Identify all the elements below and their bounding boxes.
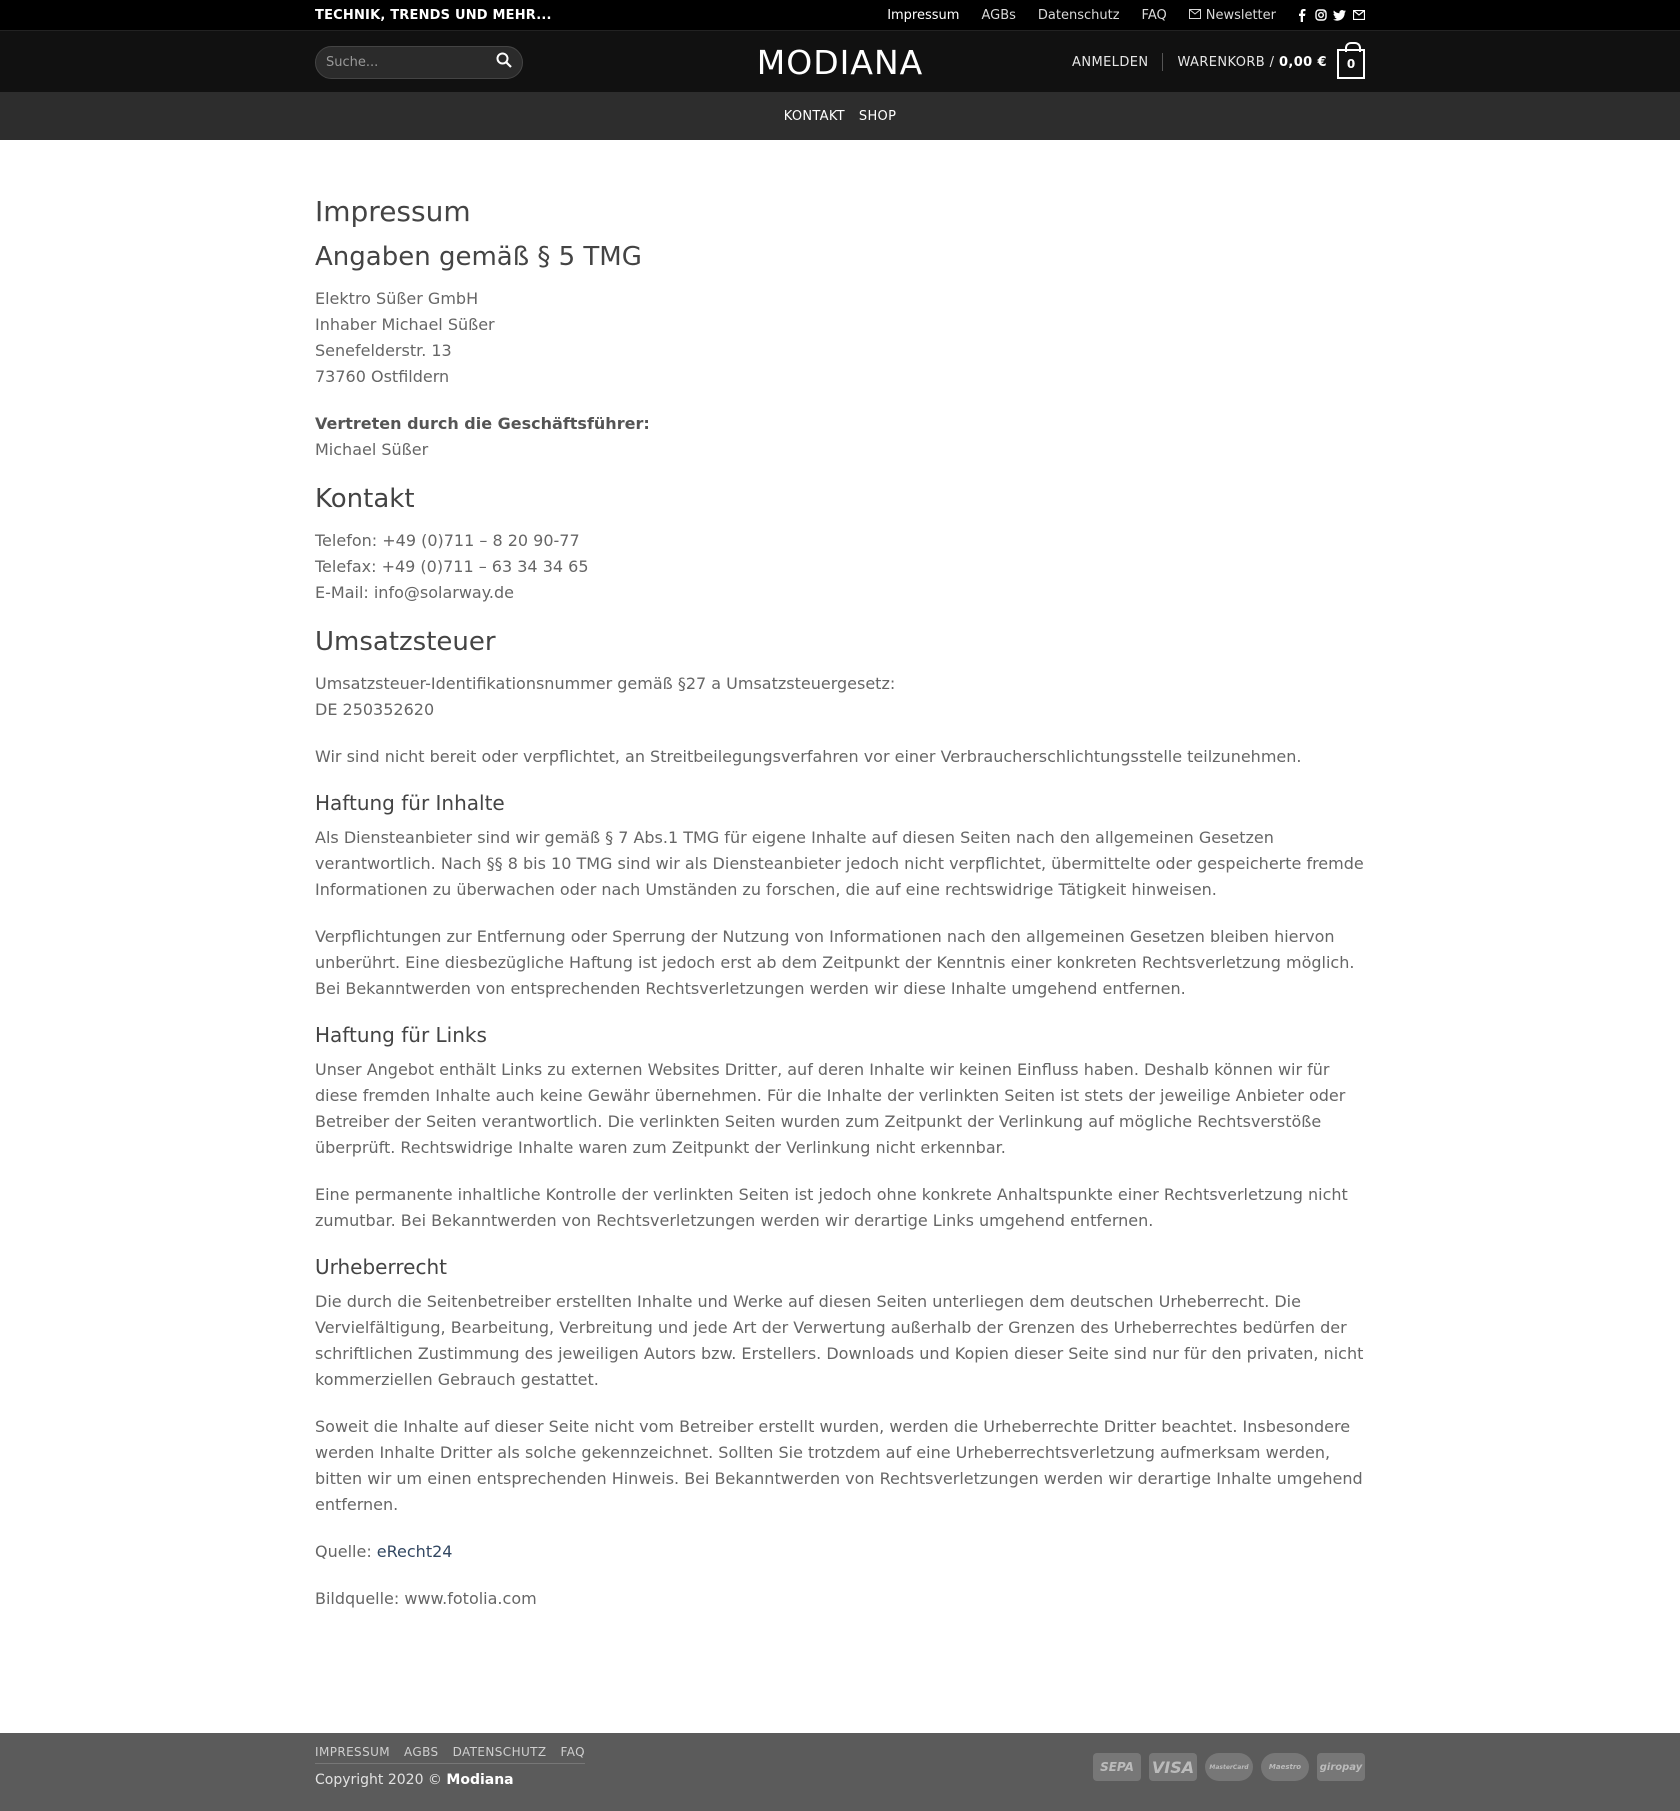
- copyright: [315, 1772, 585, 1788]
- facebook-icon[interactable]: [1295, 9, 1308, 22]
- top-link-datenschutz[interactable]: Datenschutz: [1037, 7, 1120, 23]
- address-line: Senefelderstr. 13: [315, 341, 452, 360]
- source-link[interactable]: eRecht24: [376, 1542, 453, 1561]
- copyright-text: Copyright 2020 ©: [315, 1772, 442, 1788]
- section-heading-ust: Umsatzsteuer: [315, 627, 496, 657]
- top-bar: [0, 0, 1680, 30]
- section-heading-haftung-inhalte: Haftung für Inhalte: [315, 791, 505, 815]
- contact-fax: Telefax: +49 (0)711 – 63 34 34 65: [315, 557, 589, 576]
- footer-link-impressum[interactable]: IMPRESSUM: [315, 1745, 391, 1759]
- site-logo[interactable]: MODIANA: [756, 42, 924, 82]
- contact-phone: Telefon: +49 (0)711 – 8 20 90-77: [315, 531, 580, 550]
- top-link-agbs[interactable]: AGBs: [981, 7, 1016, 23]
- paragraph: Die durch die Seitenbetreiber erstellten Inhalte und Werke auf diesen Seiten unterliegen dem deutschen Urheberrecht. Die Vervielfältigung, Bearbeitung, Verbreitung und jede Art der Verwertung außerhalb der Grenzen des Urheberrechtes bedürfen der schriftlichen Zustimmung des jeweiligen Autors bzw. Erstellers. Downloads und Kopien dieser Seite sind nur für den privaten, nicht kommerziellen Gebrauch gestattet.: [315, 1292, 1364, 1389]
- nav-kontakt[interactable]: KONTAKT: [783, 108, 845, 124]
- dispute-text: Wir sind nicht bereit oder verpflichtet, an Streitbeilegungsverfahren vor einer Verbraucherschlichtungsstelle teilzunehmen.: [315, 747, 1302, 766]
- representative-label: Vertreten durch die Geschäftsführer:: [315, 414, 650, 433]
- paragraph: Eine permanente inhaltliche Kontrolle der verlinkten Seiten ist jedoch ohne konkrete Anhaltspunkte einer Rechtsverletzung nicht zumutbar. Bei Bekanntwerden von Rechtsverletzungen werden wir derartige Links umgehend entfernen.: [315, 1185, 1348, 1230]
- site-footer: [0, 1733, 1680, 1811]
- search-icon[interactable]: [496, 52, 512, 72]
- cart-count-icon[interactable]: 0: [1337, 49, 1365, 79]
- contact-email: E-Mail: info@solarway.de: [315, 583, 514, 602]
- top-links: [876, 8, 1365, 23]
- divider: [1162, 53, 1163, 71]
- site-header: [0, 30, 1680, 92]
- section-heading-urheberrecht: Urheberrecht: [315, 1255, 447, 1279]
- footer-link-faq[interactable]: FAQ: [560, 1745, 585, 1759]
- footer-link-agbs[interactable]: AGBS: [404, 1745, 439, 1759]
- section-heading-haftung-links: Haftung für Links: [315, 1023, 487, 1047]
- search-input[interactable]: [326, 55, 496, 70]
- vat-text: Umsatzsteuer-Identifikationsnummer gemäß §27 a Umsatzsteuergesetz:: [315, 674, 896, 693]
- maestro-icon: Maestro: [1261, 1753, 1309, 1781]
- visa-icon: VISA: [1149, 1753, 1197, 1781]
- social-icons: [1287, 9, 1365, 22]
- vat-id: DE 250352620: [315, 700, 435, 719]
- paragraph: Verpflichtungen zur Entfernung oder Sperrung der Nutzung von Informationen nach den allgemeinen Gesetzen bleiben hiervon unberührt. Eine diesbezügliche Haftung ist jedoch erst ab dem Zeitpunkt der Kenntnis einer konkreten Rechtsverletzung möglich. Bei Bekanntwerden von entsprechenden Rechtsverletzungen werden wir diese Inhalte umgehend entfernen.: [315, 927, 1355, 998]
- address-line: Elektro Süßer GmbH: [315, 289, 479, 308]
- login-link[interactable]: ANMELDEN: [1072, 54, 1149, 70]
- nav-shop[interactable]: SHOP: [858, 108, 897, 124]
- paragraph: Als Diensteanbieter sind wir gemäß § 7 Abs.1 TMG für eigene Inhalte auf diesen Seiten nach den allgemeinen Gesetzen verantwortlich. Nach §§ 8 bis 10 TMG sind wir als Diensteanbieter jedoch nicht verpflichtet, übermittelte oder gespeicherte fremde Informationen zu überwachen oder nach Umständen zu forschen, die auf eine rechtswidrige Tätigkeit hinweisen.: [315, 828, 1364, 899]
- footer-link-datenschutz[interactable]: DATENSCHUTZ: [452, 1745, 547, 1759]
- envelope-icon[interactable]: [1352, 9, 1365, 22]
- vat-block: [315, 671, 1365, 723]
- section-heading-angaben: Angaben gemäß § 5 TMG: [315, 242, 642, 272]
- contact-block: [315, 528, 1365, 606]
- top-link-faq[interactable]: FAQ: [1141, 7, 1167, 23]
- top-link-impressum[interactable]: Impressum: [887, 7, 960, 23]
- search-box: [315, 46, 523, 79]
- tagline: TECHNIK, TRENDS UND MEHR...: [315, 7, 552, 23]
- cart-label: WARENKORB /: [1177, 54, 1275, 70]
- twitter-icon[interactable]: [1333, 9, 1346, 22]
- newsletter-label: Newsletter: [1205, 7, 1276, 23]
- section-heading-kontakt: Kontakt: [315, 484, 415, 514]
- cart-amount: 0,00 €: [1278, 54, 1327, 70]
- address-block: [315, 286, 1365, 390]
- image-source: Bildquelle: www.fotolia.com: [315, 1589, 537, 1608]
- footer-left: [315, 1745, 585, 1788]
- representative-name: Michael Süßer: [315, 440, 429, 459]
- payment-icons: [1093, 1753, 1365, 1781]
- address-line: 73760 Ostfildern: [315, 367, 450, 386]
- newsletter-link[interactable]: [1178, 8, 1287, 23]
- header-account: [1072, 45, 1365, 79]
- giropay-icon: giropay: [1317, 1753, 1365, 1781]
- source-label: Quelle:: [315, 1542, 372, 1561]
- address-line: Inhaber Michael Süßer: [315, 315, 495, 334]
- cart-link[interactable]: [1177, 55, 1327, 70]
- copyright-brand: Modiana: [446, 1772, 514, 1788]
- representative-block: [315, 411, 1365, 463]
- mastercard-icon: MasterCard: [1205, 1753, 1253, 1781]
- sepa-icon: SEPA: [1093, 1753, 1141, 1781]
- source-line: [315, 1539, 1365, 1565]
- paragraph: Unser Angebot enthält Links zu externen Websites Dritter, auf deren Inhalte wir keinen Einfluss haben. Deshalb können wir für diese fremden Inhalte auch keine Gewähr übernehmen. Für die Inhalte der verlinkten Seiten ist stets der jeweilige Anbieter oder Betreiber der Seiten verantwortlich. Die verlinkten Seiten wurden zum Zeitpunkt der Verlinkung auf mögliche Rechtsverstöße überprüft. Rechtswidrige Inhalte waren zum Zeitpunkt der Verlinkung nicht erkennbar.: [315, 1060, 1346, 1157]
- main-nav: [0, 92, 1680, 140]
- instagram-icon[interactable]: [1314, 9, 1327, 22]
- paragraph: Soweit die Inhalte auf dieser Seite nicht vom Betreiber erstellt wurden, werden die Urheberrechte Dritter beachtet. Insbesondere werden Inhalte Dritter als solche gekennzeichnet. Sollten Sie trotzdem auf eine Urheberrechtsverletzung aufmerksam werden, bitten wir um einen entsprechenden Hinweis. Bei Bekanntwerden von Rechtsverletzungen werden wir derartige Inhalte umgehend entfernen.: [315, 1417, 1363, 1514]
- footer-links: [315, 1745, 585, 1764]
- page-title: Impressum: [315, 195, 471, 228]
- main-content: [0, 140, 1680, 1733]
- envelope-icon: [1189, 8, 1201, 23]
